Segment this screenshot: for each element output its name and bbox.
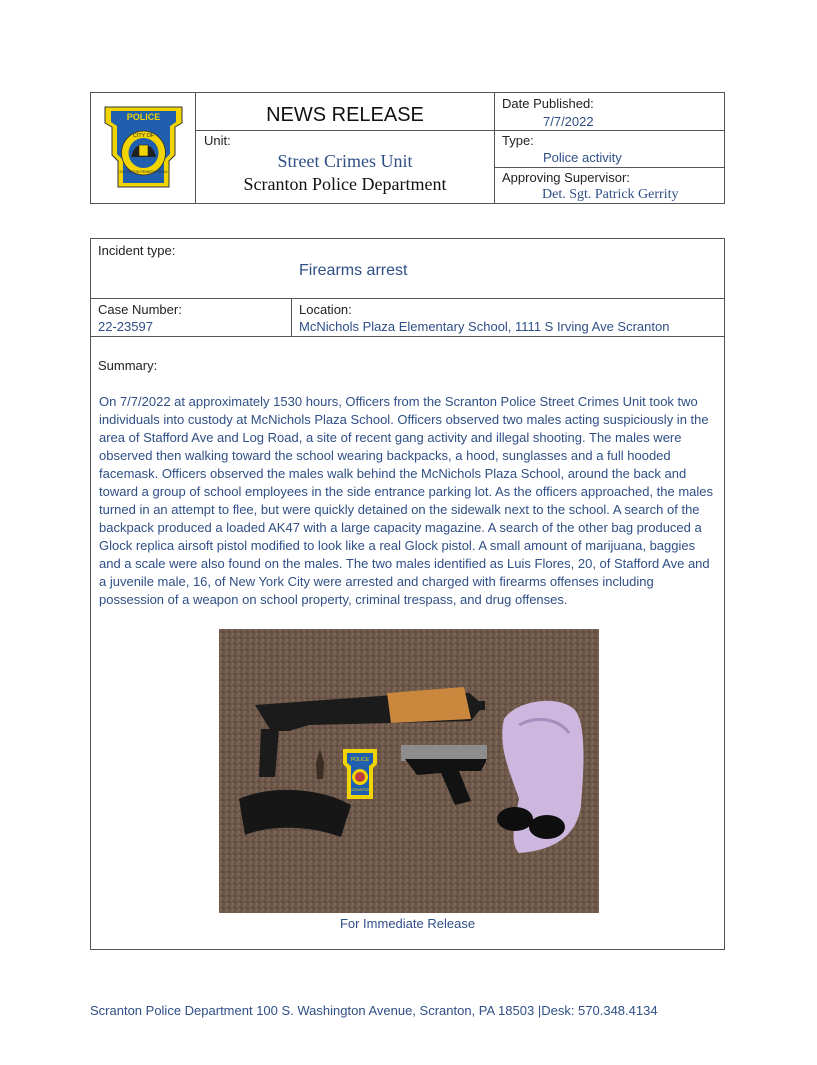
case-value: 22-23597 (98, 319, 153, 334)
footer-address: Scranton Police Department 100 S. Washington Avenue, Scranton, PA 18503 |Desk: 570.348.4134 (90, 1003, 658, 1018)
type-value: Police activity (543, 150, 622, 165)
evidence-photo (219, 629, 599, 913)
unit-cell (196, 131, 494, 203)
unit-label: Unit: (204, 133, 231, 148)
case-label: Case Number: (98, 302, 182, 317)
incident-box (90, 238, 725, 950)
summary-text: On 7/7/2022 at approximately 1530 hours, Officers from the Scranton Police Street Crimes Unit took two individuals into custody at McNichols Plaza School. Officers observed two males acting suspiciously in the area of Stafford Ave and Log Road, a site of recent gang activity and illegal shooting. The males were observed then walking toward the school wearing backpacks, a hood, sunglasses and a full hooded facemask. Officers observed the males walk behind the McNichols Plaza School, around the back and toward a group of school employees in the side entrance parking lot. As the officers approached, the males turned in an attempt to flee, but were quickly detained on the sidewalk next to the school. A search of the backpack produced a loaded AK47 with a large capacity magazine. A search of the other bag produced a Glock replica airsoft pistol modified to look like a real Glock pistol. A small amount of marijuana, baggies and a scale were also found on the males. The two males identified as Luis Flores, 20, of Stafford Ave and a juvenile male, 16, of New York City were arrested and charged with firearms offenses including possession of a weapon on school property, criminal trespass, and drug offenses. (99, 394, 714, 607)
summary-label: Summary: (98, 358, 158, 373)
type-row (495, 131, 725, 168)
location-label: Location: (299, 302, 352, 317)
meta-column (494, 93, 724, 203)
svg-text:CITY OF: CITY OF (132, 133, 155, 139)
incident-type-value: Firearms arrest (299, 262, 408, 279)
svg-text:POLICE: POLICE (350, 757, 370, 763)
logo-cell (91, 93, 196, 203)
header-table (90, 92, 725, 204)
supervisor-value: Det. Sgt. Patrick Gerrity (542, 187, 679, 202)
title-cell (196, 93, 494, 131)
svg-text:SCRANTON: SCRANTON (348, 787, 372, 792)
page-title: NEWS RELEASE (266, 104, 424, 126)
date-value: 7/7/2022 (543, 114, 594, 129)
location-value: McNichols Plaza Elementary School, 1111 S Irving Ave Scranton (299, 319, 670, 334)
case-cell (91, 299, 292, 336)
supervisor-label: Approving Supervisor: (502, 170, 630, 185)
supervisor-row (495, 168, 725, 203)
svg-text:POLICE: POLICE (126, 112, 161, 122)
photo-caption: For Immediate Release (339, 916, 476, 931)
department-name: Scranton Police Department (243, 174, 447, 194)
date-row (495, 93, 725, 131)
unit-name: Street Crimes Unit (277, 151, 413, 171)
case-location-row (91, 299, 724, 337)
svg-text:SCRANTON PENNSYLVANIA: SCRANTON PENNSYLVANIA (119, 170, 168, 174)
incident-type-row (91, 239, 724, 299)
evidence-photo-image (219, 629, 599, 913)
incident-type-label: Incident type: (98, 243, 176, 258)
police-badge-logo (91, 93, 196, 203)
type-label: Type: (502, 133, 534, 148)
date-label: Date Published: (502, 96, 594, 111)
